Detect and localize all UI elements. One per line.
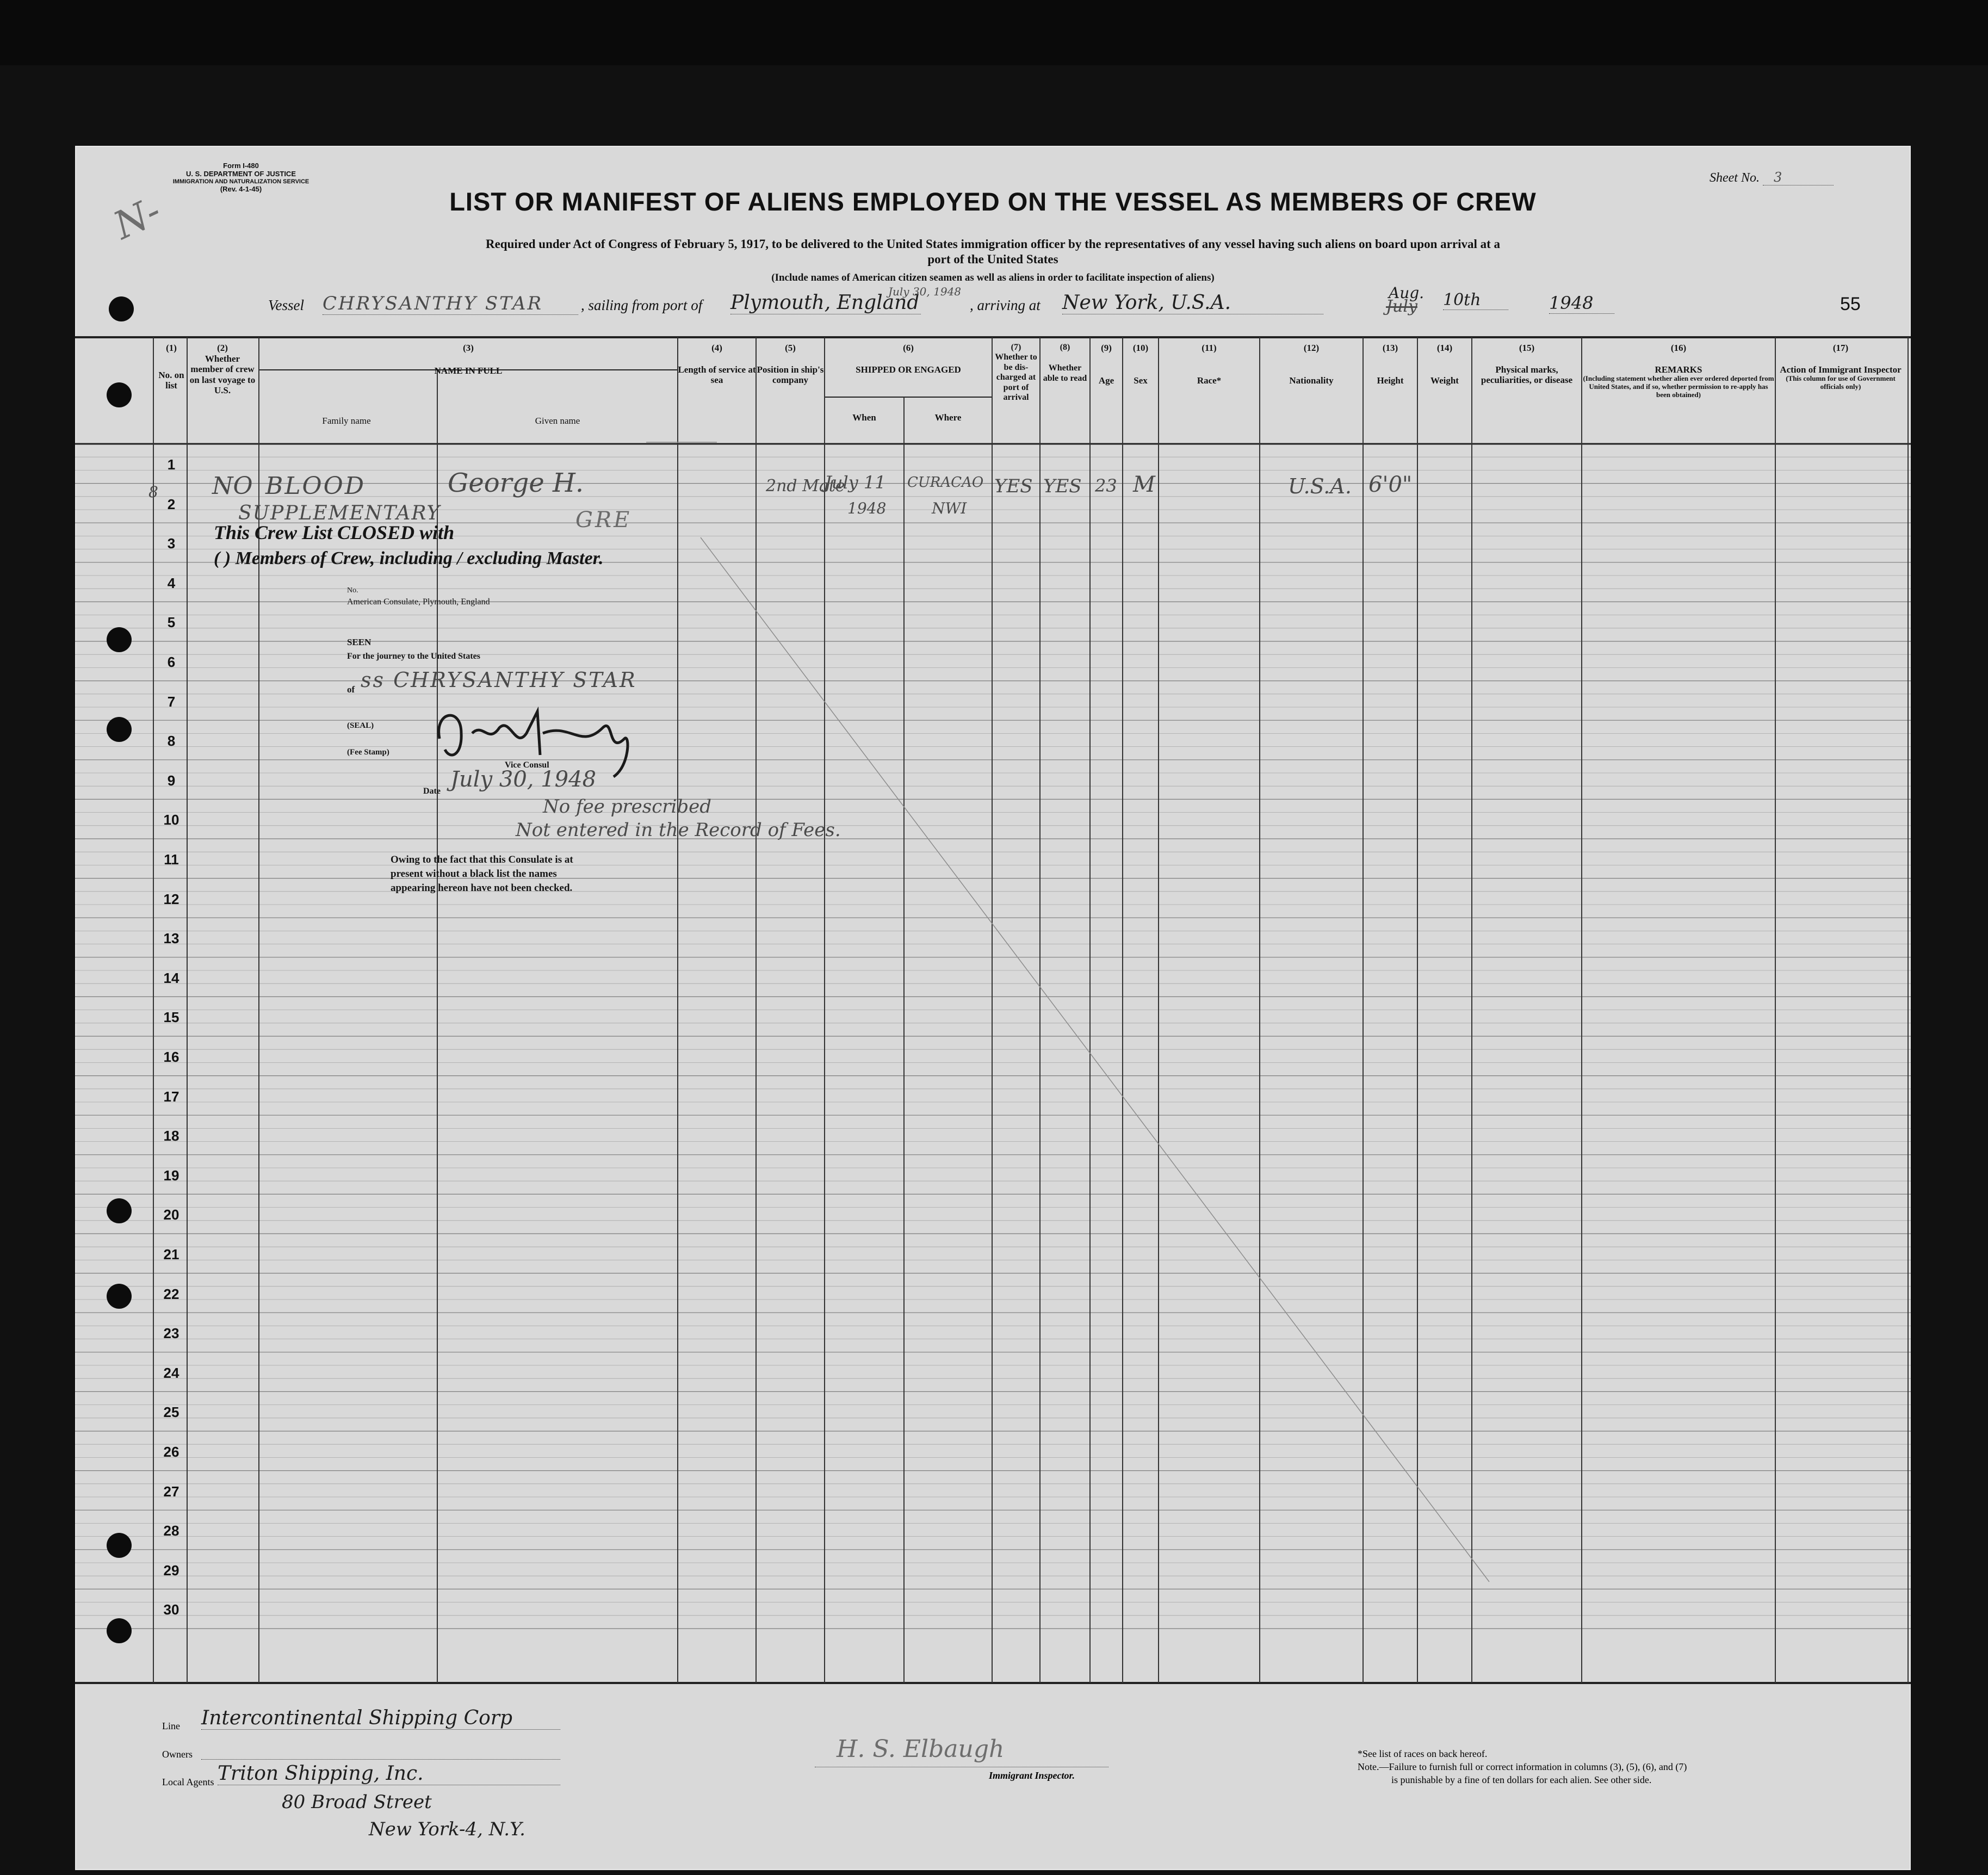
footer-agents-label: Local Agents	[162, 1777, 214, 1787]
sailing-date: July 30, 1948	[888, 285, 962, 298]
col-3-head: (3) NAME IN FULL	[434, 343, 503, 376]
form-number: Form I-480	[223, 162, 259, 170]
row-number: 20	[163, 1206, 179, 1223]
vessel-name: CHRYSANTHY STAR	[323, 293, 578, 315]
footer-owners-label: Owners	[162, 1749, 193, 1760]
sheet-value: 3	[1763, 170, 1834, 185]
col-11-head: (11) Race*	[1197, 343, 1222, 386]
entry-read: YES	[1043, 475, 1082, 497]
col-14-head: (14) Weight	[1430, 343, 1459, 386]
stamp-seen: SEEN	[347, 637, 371, 647]
punch-hole	[107, 382, 132, 407]
stamp-seal: (SEAL)	[347, 721, 374, 730]
row-number: 17	[163, 1088, 179, 1105]
row-number: 14	[163, 969, 179, 986]
row-number: 29	[163, 1562, 179, 1579]
col-4-head: (4) Length of service at sea	[678, 343, 756, 386]
subtitle-line-3: (Include names of American citizen seamen as well as aliens in order to facilitate inspection of aliens)	[771, 272, 1215, 283]
entry-last-voyage: NO	[212, 472, 253, 500]
arrival-month-struck: July	[1386, 297, 1417, 316]
col-15-head: (15) Physical marks, peculiarities, or disease	[1481, 343, 1573, 386]
sailing-port: Plymouth, England	[730, 292, 921, 314]
punch-hole	[107, 1198, 132, 1223]
manifest-sheet	[75, 146, 1911, 1870]
row-number: 16	[163, 1048, 179, 1065]
film-edge-top	[0, 0, 1988, 65]
arrival-port: New York, U.S.A.	[1062, 292, 1323, 314]
row-number: 24	[163, 1364, 179, 1381]
stamp-date-label: Date	[423, 787, 441, 796]
entry-where-2: NWI	[932, 499, 967, 517]
inspector-signature: H. S. Elbaugh	[837, 1735, 1005, 1763]
stamp-of: of	[347, 684, 355, 695]
row-number: 4	[167, 574, 176, 591]
stamp-owing-3: appearing hereon have not been checked.	[391, 882, 573, 894]
row-number: 2	[167, 496, 176, 512]
arrival-year: 1948	[1549, 293, 1614, 314]
row-number: 7	[167, 693, 176, 710]
punch-hole	[107, 1533, 132, 1558]
col-17-head: (17) Action of Immigrant Inspector (This column for use of Government officials only)	[1780, 343, 1902, 391]
stamp-consulate: American Consulate, Plymouth, England	[347, 597, 490, 607]
stamp-supplementary: SUPPLEMENTARY	[238, 502, 441, 524]
row-number: 1	[167, 456, 176, 473]
row-number: 11	[164, 851, 179, 868]
entry-when-2: 1948	[847, 499, 887, 517]
col-6-where-head: Where	[934, 412, 962, 423]
margin-mark: 8	[148, 483, 158, 501]
stamp-note-hand-2: Not entered in the Record of Fees.	[516, 819, 841, 841]
row-number: 26	[163, 1443, 179, 1460]
arrival-day: 10th	[1443, 290, 1508, 310]
entry-name-extra: GRE	[575, 508, 632, 533]
entry-sex: M	[1133, 472, 1155, 497]
footer-note-1: Note.—Failure to furnish full or correct information in columns (3), (5), (6), and (7)	[1358, 1761, 1687, 1772]
row-number: 10	[163, 812, 179, 828]
form-department: U. S. DEPARTMENT OF JUSTICE	[186, 169, 296, 178]
row-number: 13	[163, 930, 179, 947]
subtitle-line-2: port of the United States	[927, 252, 1058, 266]
row-number: 8	[167, 733, 176, 750]
col-16-head: (16) REMARKS (Including statement whether alien ever ordered deported from United States, and if so, whether permission to re-apply has been obtained)	[1583, 343, 1774, 399]
row-number: 22	[163, 1285, 179, 1302]
stamp-consul: Vice Consul	[505, 760, 549, 770]
col-2-head: (2) Whether member of crew on last voyage to U.S.	[189, 343, 256, 396]
stamp-note-hand-1: No fee prescribed	[543, 796, 712, 818]
subtitle-line-1: Required under Act of Congress of February 5, 1917, to be delivered to the United States immigration officer by the representatives of any vessel having such aliens on board upon arrival at a	[485, 237, 1501, 251]
footer-note-races: *See list of races on back hereof.	[1358, 1748, 1488, 1759]
row-number: 9	[167, 772, 176, 789]
punch-hole	[109, 296, 134, 321]
stamp-date-hand: July 30, 1948	[450, 767, 597, 792]
col-8-head: (8) Whether able to read	[1043, 343, 1087, 383]
row-number: 25	[163, 1404, 179, 1421]
stamp-owing-1: Owing to the fact that this Consulate is at	[391, 854, 573, 865]
row-number: 18	[163, 1128, 179, 1144]
row-number: 12	[163, 890, 179, 907]
col-13-head: (13) Height	[1377, 343, 1404, 386]
stamp-journey: For the journey to the United States	[347, 652, 481, 661]
entry-given-name: George H.	[448, 468, 584, 498]
footer-agents-value: Triton Shipping, Inc.	[218, 1762, 560, 1785]
row-number: 21	[163, 1246, 179, 1263]
col-3-family-head: Family name	[322, 416, 371, 426]
arriving-label: , arriving at	[970, 297, 1041, 313]
stamp-closed-line: This Crew List CLOSED with	[214, 522, 455, 543]
page-number: 55	[1840, 294, 1861, 314]
margin-mark-top: N-	[107, 188, 168, 249]
row-number: 19	[163, 1167, 179, 1184]
col-7-head: (7) Whether to be dis-charged at port of arrival	[995, 343, 1037, 402]
inspector-label: Immigrant Inspector.	[989, 1770, 1075, 1781]
entry-discharged: YES	[994, 475, 1033, 497]
col-6-when-head: When	[852, 412, 876, 423]
row-number: 15	[163, 1009, 179, 1026]
vessel-label: Vessel	[268, 297, 304, 313]
row-number: 27	[163, 1483, 179, 1500]
sheet-label: Sheet No.	[1710, 171, 1760, 185]
form-revision: (Rev. 4-1-45)	[220, 184, 262, 193]
col-1-head: (1) No. on list	[158, 343, 184, 391]
col-9-head: (9) Age	[1098, 343, 1114, 386]
footer-line-value: Intercontinental Shipping Corp	[201, 1707, 560, 1730]
stamp-no: No.	[347, 586, 358, 595]
entry-position: 2nd Mate	[766, 477, 845, 496]
punch-hole	[107, 717, 132, 742]
footer-line-label: Line	[162, 1721, 180, 1731]
col-12-head: (12) Nationality	[1289, 343, 1334, 386]
page-title: LIST OR MANIFEST OF ALIENS EMPLOYED ON THE VESSEL AS MEMBERS OF CREW	[449, 187, 1537, 216]
col-6-head: (6) SHIPPED OR ENGAGED	[856, 343, 961, 375]
punch-hole	[107, 1284, 132, 1309]
row-number: 30	[163, 1601, 179, 1618]
stamp-fee: (Fee Stamp)	[347, 748, 389, 757]
entry-nationality: U.S.A.	[1288, 474, 1352, 498]
row-number: 5	[167, 614, 176, 631]
manifest-grid	[75, 146, 1911, 1870]
row-number: 3	[167, 535, 176, 552]
entry-family-name: BLOOD	[265, 472, 366, 500]
footer-note-2: is punishable by a fine of ten dollars for each alien. See other side.	[1391, 1774, 1652, 1785]
arrival-month: Aug.	[1389, 284, 1425, 302]
punch-hole	[107, 627, 132, 652]
footer-address-1: 80 Broad Street	[282, 1791, 432, 1813]
punch-hole	[107, 1618, 132, 1643]
footer-address-2: New York-4, N.Y.	[369, 1818, 525, 1840]
stamp-vessel-hand: ss CHRYSANTHY STAR	[361, 668, 637, 692]
entry-when-1: July 11	[825, 472, 886, 493]
col-10-head: (10) Sex	[1132, 343, 1149, 386]
stamp-members-line: ( ) Members of Crew, including / excluding Master.	[214, 548, 604, 568]
row-number: 6	[167, 653, 176, 670]
row-number: 28	[163, 1523, 179, 1539]
row-number: 23	[163, 1325, 179, 1342]
sailing-label: , sailing from port of	[581, 297, 703, 313]
entry-age: 23	[1095, 475, 1117, 496]
col-5-head: (5) Position in ship's company	[757, 343, 824, 386]
entry-where-1: CURACAO	[907, 474, 984, 491]
form-service: IMMIGRATION AND NATURALIZATION SERVICE	[172, 178, 309, 185]
col-3-given-head: Given name	[535, 416, 580, 426]
entry-height: 6'0"	[1368, 472, 1413, 497]
stamp-owing-2: present without a black list the names	[391, 868, 557, 880]
footer-owners-underline	[201, 1759, 560, 1760]
